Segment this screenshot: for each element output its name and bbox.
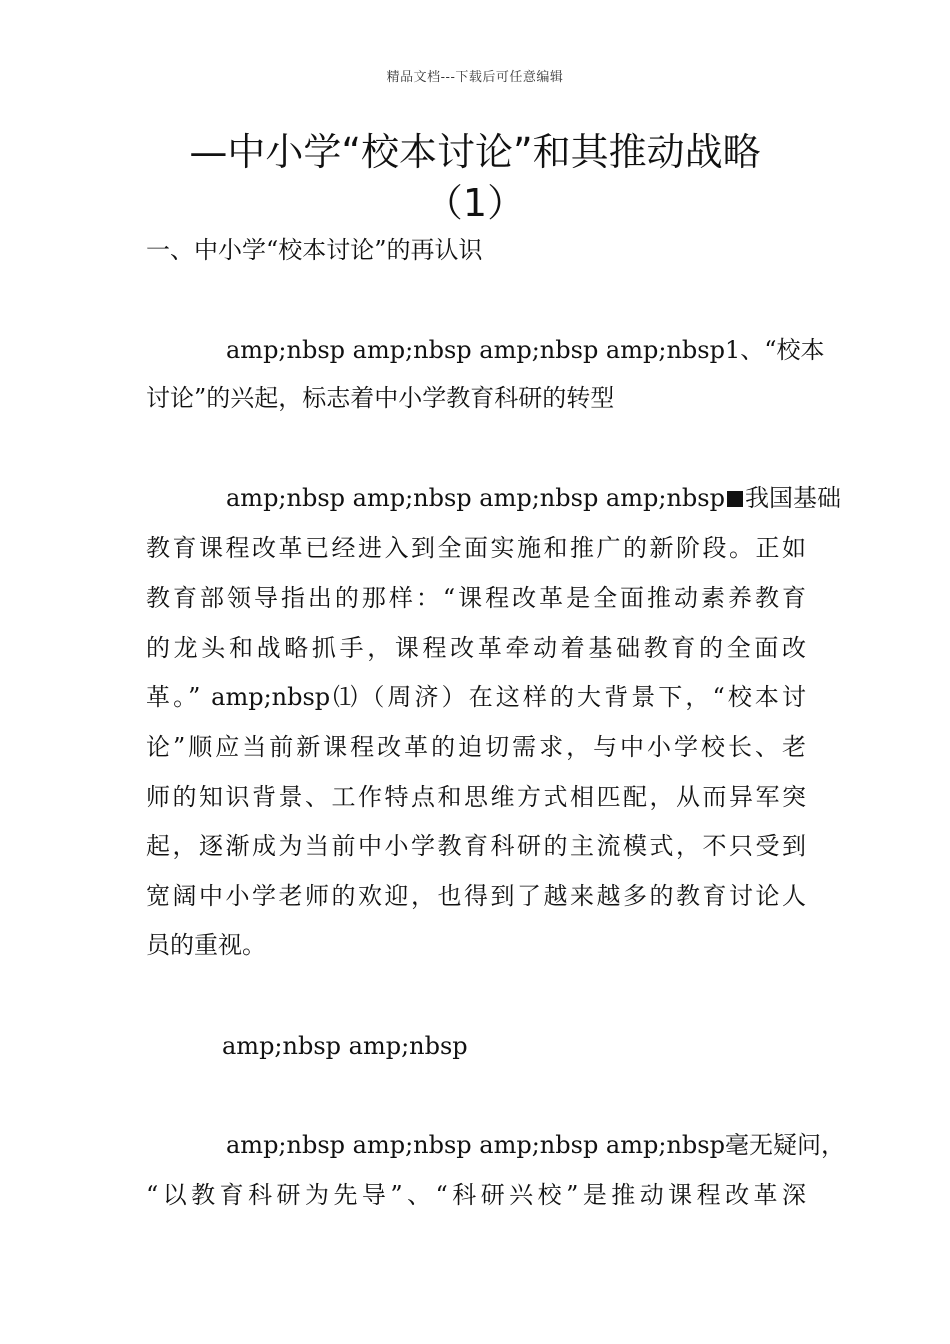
document-title-line-2: （1） [424, 181, 526, 225]
paragraph-1-line-1: amp;nbsp amp;nbsp amp;nbsp amp;nbsp1、“校本 [226, 336, 825, 364]
paragraph-2-line-8: 起，逐渐成为当前中小学教育科研的主流模式，不只受到 [146, 832, 806, 860]
paragraph-2-line-7: 师的知识背景、工作特点和思维方式相匹配，从而异军突 [146, 783, 806, 811]
header-note: 精品文档---下载后可任意编辑 [386, 70, 564, 85]
paragraph-2-line-1 [226, 481, 841, 515]
section-heading: 一、中小学“校本讨论”的再认识 [146, 236, 483, 264]
paragraph-3-line-1: amp;nbsp amp;nbsp [222, 1032, 468, 1060]
paragraph-4-line-2: “以教育科研为先导”、“科研兴校”是推动课程改革深 [146, 1181, 806, 1209]
paragraph-2-line-6: 论”顺应当前新课程改革的迫切需求，与中小学校长、老 [146, 733, 806, 761]
paragraph-2-line-1-prefix: amp;nbsp amp;nbsp amp;nbsp amp;nbsp [226, 484, 725, 512]
paragraph-2-line-10: 员的重视。 [146, 931, 266, 959]
paragraph-2-line-1-suffix: 我国基础 [744, 484, 841, 512]
paragraph-1-line-2: 讨论”的兴起，标志着中小学教育科研的转型 [146, 384, 615, 412]
paragraph-2-line-2: 教育课程改革已经进入到全面实施和推广的新阶段。正如 [146, 534, 806, 562]
paragraph-4-line-1: amp;nbsp amp;nbsp amp;nbsp amp;nbsp毫无疑问， [226, 1131, 845, 1159]
paragraph-2-line-3: 教育部领导指出的那样：“课程改革是全面推动素养教育 [146, 584, 806, 612]
document-title-line-1: —中小学“校本讨论”和其推动战略 [189, 130, 761, 174]
paragraph-2-line-9: 宽阔中小学老师的欢迎，也得到了越来越多的教育讨论人 [146, 882, 806, 910]
black-square-glyph [727, 491, 743, 507]
paragraph-2-line-4: 的龙头和战略抓手，课程改革牵动着基础教育的全面改 [146, 634, 806, 662]
paragraph-2-line-5: 革。” amp;nbsp⑴（周济）在这样的大背景下，“校本讨 [146, 683, 806, 711]
